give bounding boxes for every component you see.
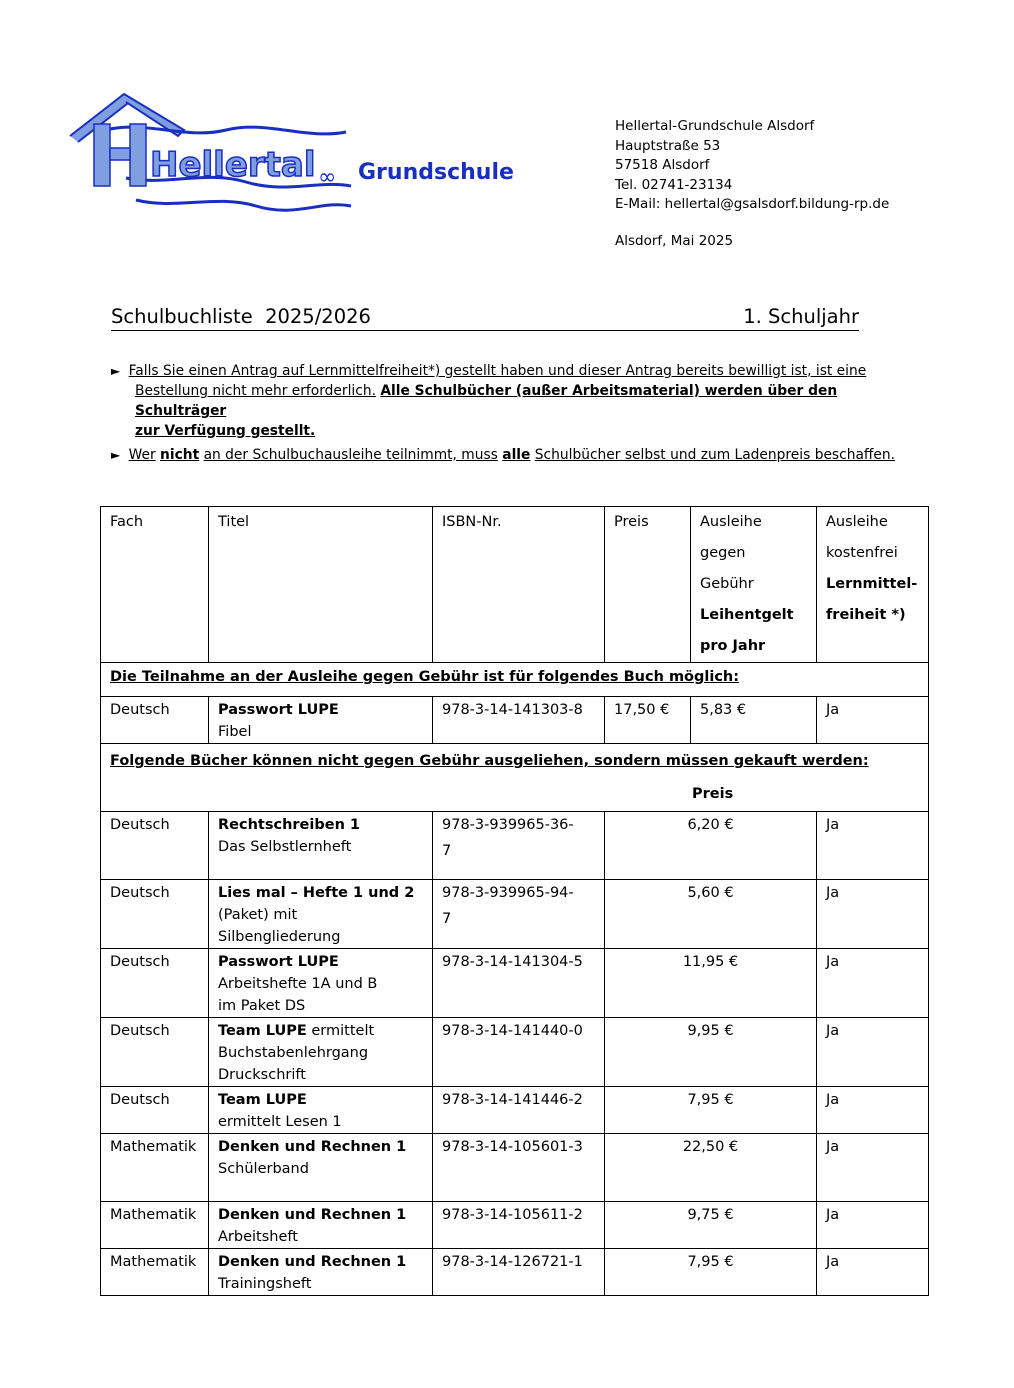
header-text: Leihentgelt bbox=[700, 607, 794, 623]
section-row bbox=[101, 744, 929, 812]
notice-ausleihe bbox=[111, 445, 921, 465]
school-logo bbox=[66, 90, 356, 215]
title-bold: Team LUPE bbox=[218, 1092, 307, 1108]
title-rest: im Paket DS bbox=[218, 998, 306, 1014]
cell-titel bbox=[209, 812, 433, 880]
cell-isbn: 978-3-14-141304-5 bbox=[433, 949, 605, 1018]
header-ausleihe-gebuehr bbox=[691, 507, 817, 663]
list-title: Schulbuchliste 2025/2026 bbox=[111, 305, 371, 328]
cell-titel bbox=[209, 1202, 433, 1249]
svg-text:∞: ∞ bbox=[318, 165, 337, 190]
cell-preis: 17,50 € bbox=[605, 697, 691, 744]
isbn-line: 978-3-939965-94- bbox=[442, 885, 574, 901]
cell-preis: 7,95 € bbox=[605, 1249, 817, 1296]
cell-titel bbox=[209, 949, 433, 1018]
header-titel: Titel bbox=[209, 507, 433, 663]
notice2-text5: Schulbücher selbst und zum Ladenpreis beschaffen. bbox=[534, 447, 896, 463]
title-rest: Druckschrift bbox=[218, 1067, 306, 1083]
header-text: Ausleihe bbox=[826, 514, 888, 530]
cell-isbn: 978-3-14-126721-1 bbox=[433, 1249, 605, 1296]
notice2-text3: an der Schulbuchausleihe teilnimmt, muss bbox=[203, 447, 498, 463]
cell-preis: 9,75 € bbox=[605, 1202, 817, 1249]
school-email: E-Mail: hellertal@gsalsdorf.bildung-rp.de bbox=[615, 196, 890, 212]
cell-preis: 9,95 € bbox=[605, 1018, 817, 1087]
header-isbn: ISBN-Nr. bbox=[433, 507, 605, 663]
title-rest: Fibel bbox=[218, 724, 252, 740]
header-text: Gebühr bbox=[700, 576, 754, 592]
section-purchase-preis: Preis bbox=[692, 786, 734, 802]
cell-fach: Deutsch bbox=[101, 1018, 209, 1087]
section-purchase-heading: Folgende Bücher können nicht gegen Gebühr ausgeliehen, sondern müssen gekauft werden: bbox=[110, 753, 869, 769]
cell-frei: Ja bbox=[817, 949, 929, 1018]
title-bold: Denken und Rechnen 1 bbox=[218, 1254, 407, 1270]
cell-fach: Mathematik bbox=[101, 1134, 209, 1202]
header-preis: Preis bbox=[605, 507, 691, 663]
cell-fach: Deutsch bbox=[101, 949, 209, 1018]
cell-titel bbox=[209, 880, 433, 949]
isbn-line: 978-3-939965-36- bbox=[442, 817, 574, 833]
cell-isbn bbox=[433, 812, 605, 880]
isbn-line: 7 bbox=[442, 911, 452, 927]
title-bold: Passwort LUPE bbox=[218, 702, 339, 718]
header-text: freiheit *) bbox=[826, 607, 906, 623]
book-table bbox=[100, 506, 929, 1296]
section-loan-heading: Die Teilnahme an der Ausleihe gegen Gebühr ist für folgendes Buch möglich: bbox=[101, 663, 929, 697]
title-rest: Buchstabenlehrgang bbox=[218, 1045, 369, 1061]
cell-titel bbox=[209, 1249, 433, 1296]
title-inline: ermittelt bbox=[306, 1023, 375, 1039]
table-row bbox=[101, 1134, 929, 1202]
table-row bbox=[101, 697, 929, 744]
grade-label: 1. Schuljahr bbox=[743, 305, 859, 328]
cell-fach: Mathematik bbox=[101, 1249, 209, 1296]
table-row bbox=[101, 1018, 929, 1087]
logo-wordmark: Hellertal bbox=[150, 145, 316, 185]
arrow-bullet-icon: ► bbox=[111, 448, 121, 462]
cell-isbn: 978-3-14-105611-2 bbox=[433, 1202, 605, 1249]
notice1-text1: Falls Sie einen Antrag auf Lernmittelfreiheit*) gestellt haben und dieser Antrag bereits bewilligt ist, ist eine bbox=[128, 363, 867, 379]
table-row bbox=[101, 812, 929, 880]
header-text: kostenfrei bbox=[826, 545, 898, 561]
title-rest: Arbeitsheft bbox=[218, 1229, 298, 1245]
table-header-row bbox=[101, 507, 929, 663]
title-bold: Denken und Rechnen 1 bbox=[218, 1207, 407, 1223]
notice2-text4: alle bbox=[502, 447, 531, 463]
table-row bbox=[101, 1249, 929, 1296]
title-bold: Rechtschreiben 1 bbox=[218, 817, 361, 833]
title-bold: Team LUPE bbox=[218, 1023, 307, 1039]
cell-isbn: 978-3-14-141446-2 bbox=[433, 1087, 605, 1134]
title-rest: Arbeitshefte 1A und B bbox=[218, 976, 378, 992]
header-text: pro Jahr bbox=[700, 638, 766, 654]
cell-frei: Ja bbox=[817, 880, 929, 949]
school-address bbox=[615, 117, 889, 215]
cell-isbn: 978-3-14-105601-3 bbox=[433, 1134, 605, 1202]
cell-preis: 22,50 € bbox=[605, 1134, 817, 1202]
title-rest: ermittelt Lesen 1 bbox=[218, 1114, 342, 1130]
cell-frei: Ja bbox=[817, 1202, 929, 1249]
table-row bbox=[101, 1202, 929, 1249]
section-row bbox=[101, 663, 929, 697]
cell-titel bbox=[209, 1018, 433, 1087]
cell-isbn: 978-3-14-141303-8 bbox=[433, 697, 605, 744]
cell-fach: Deutsch bbox=[101, 697, 209, 744]
notice1-text2: Bestellung nicht mehr erforderlich. bbox=[135, 383, 376, 399]
cell-fach: Mathematik bbox=[101, 1202, 209, 1249]
title-rest: Trainingsheft bbox=[218, 1276, 312, 1292]
letter-date: Alsdorf, Mai 2025 bbox=[615, 233, 734, 249]
page-title bbox=[111, 305, 859, 331]
notice2-text1: Wer bbox=[128, 447, 156, 463]
cell-fach: Deutsch bbox=[101, 812, 209, 880]
title-rest: (Paket) mit bbox=[218, 907, 298, 923]
arrow-bullet-icon: ► bbox=[111, 364, 121, 378]
header-text: Lernmittel- bbox=[826, 576, 918, 592]
cell-frei: Ja bbox=[817, 1134, 929, 1202]
cell-frei: Ja bbox=[817, 1249, 929, 1296]
school-phone: Tel. 02741-23134 bbox=[615, 176, 733, 193]
title-bold: Denken und Rechnen 1 bbox=[218, 1139, 407, 1155]
title-rest: Schülerband bbox=[218, 1161, 309, 1177]
cell-fach: Deutsch bbox=[101, 1087, 209, 1134]
title-bold: Lies mal – Hefte 1 und 2 bbox=[218, 885, 415, 901]
school-name: Hellertal-Grundschule Alsdorf bbox=[615, 118, 815, 134]
table-row bbox=[101, 949, 929, 1018]
cell-preis: 5,60 € bbox=[605, 880, 817, 949]
logo-subtitle: Grundschule bbox=[358, 160, 514, 185]
logo-graphic bbox=[66, 90, 356, 215]
school-street: Hauptstraße 53 bbox=[615, 137, 721, 154]
cell-isbn bbox=[433, 880, 605, 949]
notice1-text4: zur Verfügung gestellt. bbox=[135, 423, 316, 439]
header-text: Ausleihe gegen bbox=[700, 514, 762, 561]
header-ausleihe-frei bbox=[817, 507, 929, 663]
cell-preis: 6,20 € bbox=[605, 812, 817, 880]
school-city: 57518 Alsdorf bbox=[615, 157, 710, 173]
table-row bbox=[101, 880, 929, 949]
header-fach: Fach bbox=[101, 507, 209, 663]
cell-preis: 7,95 € bbox=[605, 1087, 817, 1134]
title-bold: Passwort LUPE bbox=[218, 954, 339, 970]
cell-frei: Ja bbox=[817, 697, 929, 744]
cell-frei: Ja bbox=[817, 1087, 929, 1134]
title-rest: Silbengliederung bbox=[218, 929, 341, 945]
cell-titel bbox=[209, 697, 433, 744]
cell-titel bbox=[209, 1134, 433, 1202]
notice2-text2: nicht bbox=[160, 447, 200, 463]
cell-frei: Ja bbox=[817, 812, 929, 880]
notice1-text3: Alle Schulbücher (außer Arbeitsmaterial) werden über den Schulträger bbox=[135, 383, 838, 419]
cell-fach: Deutsch bbox=[101, 880, 209, 949]
cell-frei: Ja bbox=[817, 1018, 929, 1087]
cell-preis: 11,95 € bbox=[605, 949, 817, 1018]
cell-leihentgelt: 5,83 € bbox=[691, 697, 817, 744]
title-rest: Das Selbstlernheft bbox=[218, 839, 352, 855]
table-row bbox=[101, 1087, 929, 1134]
notice-lernmittelfreiheit bbox=[111, 361, 921, 441]
cell-isbn: 978-3-14-141440-0 bbox=[433, 1018, 605, 1087]
cell-titel bbox=[209, 1087, 433, 1134]
isbn-line: 7 bbox=[442, 843, 452, 859]
section-purchase bbox=[101, 744, 929, 812]
